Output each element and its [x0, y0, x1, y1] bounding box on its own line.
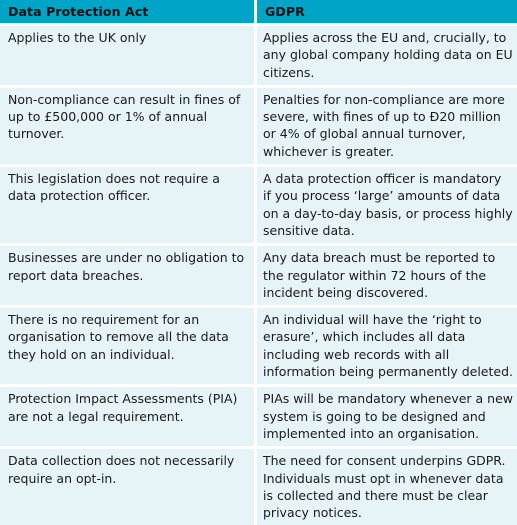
dpa-cell: Data collection does not necessarily require an opt-in. — [0, 449, 254, 525]
dpa-cell: Non-compliance can result in fines of up to £500,000 or 1% of annual turnover. — [0, 88, 254, 167]
gdpr-cell: The need for consent underpins GDPR. Individuals must opt in whenever data is collected and there must be clear privacy notices. — [254, 449, 517, 525]
gdpr-cell: Any data breach must be reported to the regulator within 72 hours of the incident being discovered. — [254, 246, 517, 308]
table-row — [0, 387, 517, 449]
table-row — [0, 167, 517, 246]
table-row — [0, 449, 517, 525]
gdpr-cell: Penalties for non-compliance are more severe, with fines of up to Ð20 million or 4% of global annual turnover, whichever is greater. — [254, 88, 517, 167]
dpa-cell: Applies to the UK only — [0, 26, 254, 88]
table-row — [0, 308, 517, 387]
gdpr-cell: Applies across the EU and, crucially, to any global company holding data on EU citizens. — [254, 26, 517, 88]
dpa-cell: Businesses are under no obligation to report data breaches. — [0, 246, 254, 308]
table-row — [0, 88, 517, 167]
header-data-protection-act: Data Protection Act — [0, 0, 254, 26]
dpa-cell: There is no requirement for an organisation to remove all the data they hold on an individual. — [0, 308, 254, 387]
table-row — [0, 26, 517, 88]
table-row — [0, 246, 517, 308]
header-row — [0, 0, 517, 26]
gdpr-cell: An individual will have the ‘right to erasure’, which includes all data including web records with all information being permanently deleted. — [254, 308, 517, 387]
gdpr-cell: PIAs will be mandatory whenever a new system is going to be designed and implemented into an organisation. — [254, 387, 517, 449]
dpa-cell: This legislation does not require a data protection officer. — [0, 167, 254, 246]
header-gdpr: GDPR — [254, 0, 517, 26]
gdpr-cell: A data protection officer is mandatory if you process ‘large’ amounts of data on a day-to-day basis, or process highly sensitive data. — [254, 167, 517, 246]
dpa-cell: Protection Impact Assessments (PIA) are not a legal requirement. — [0, 387, 254, 449]
